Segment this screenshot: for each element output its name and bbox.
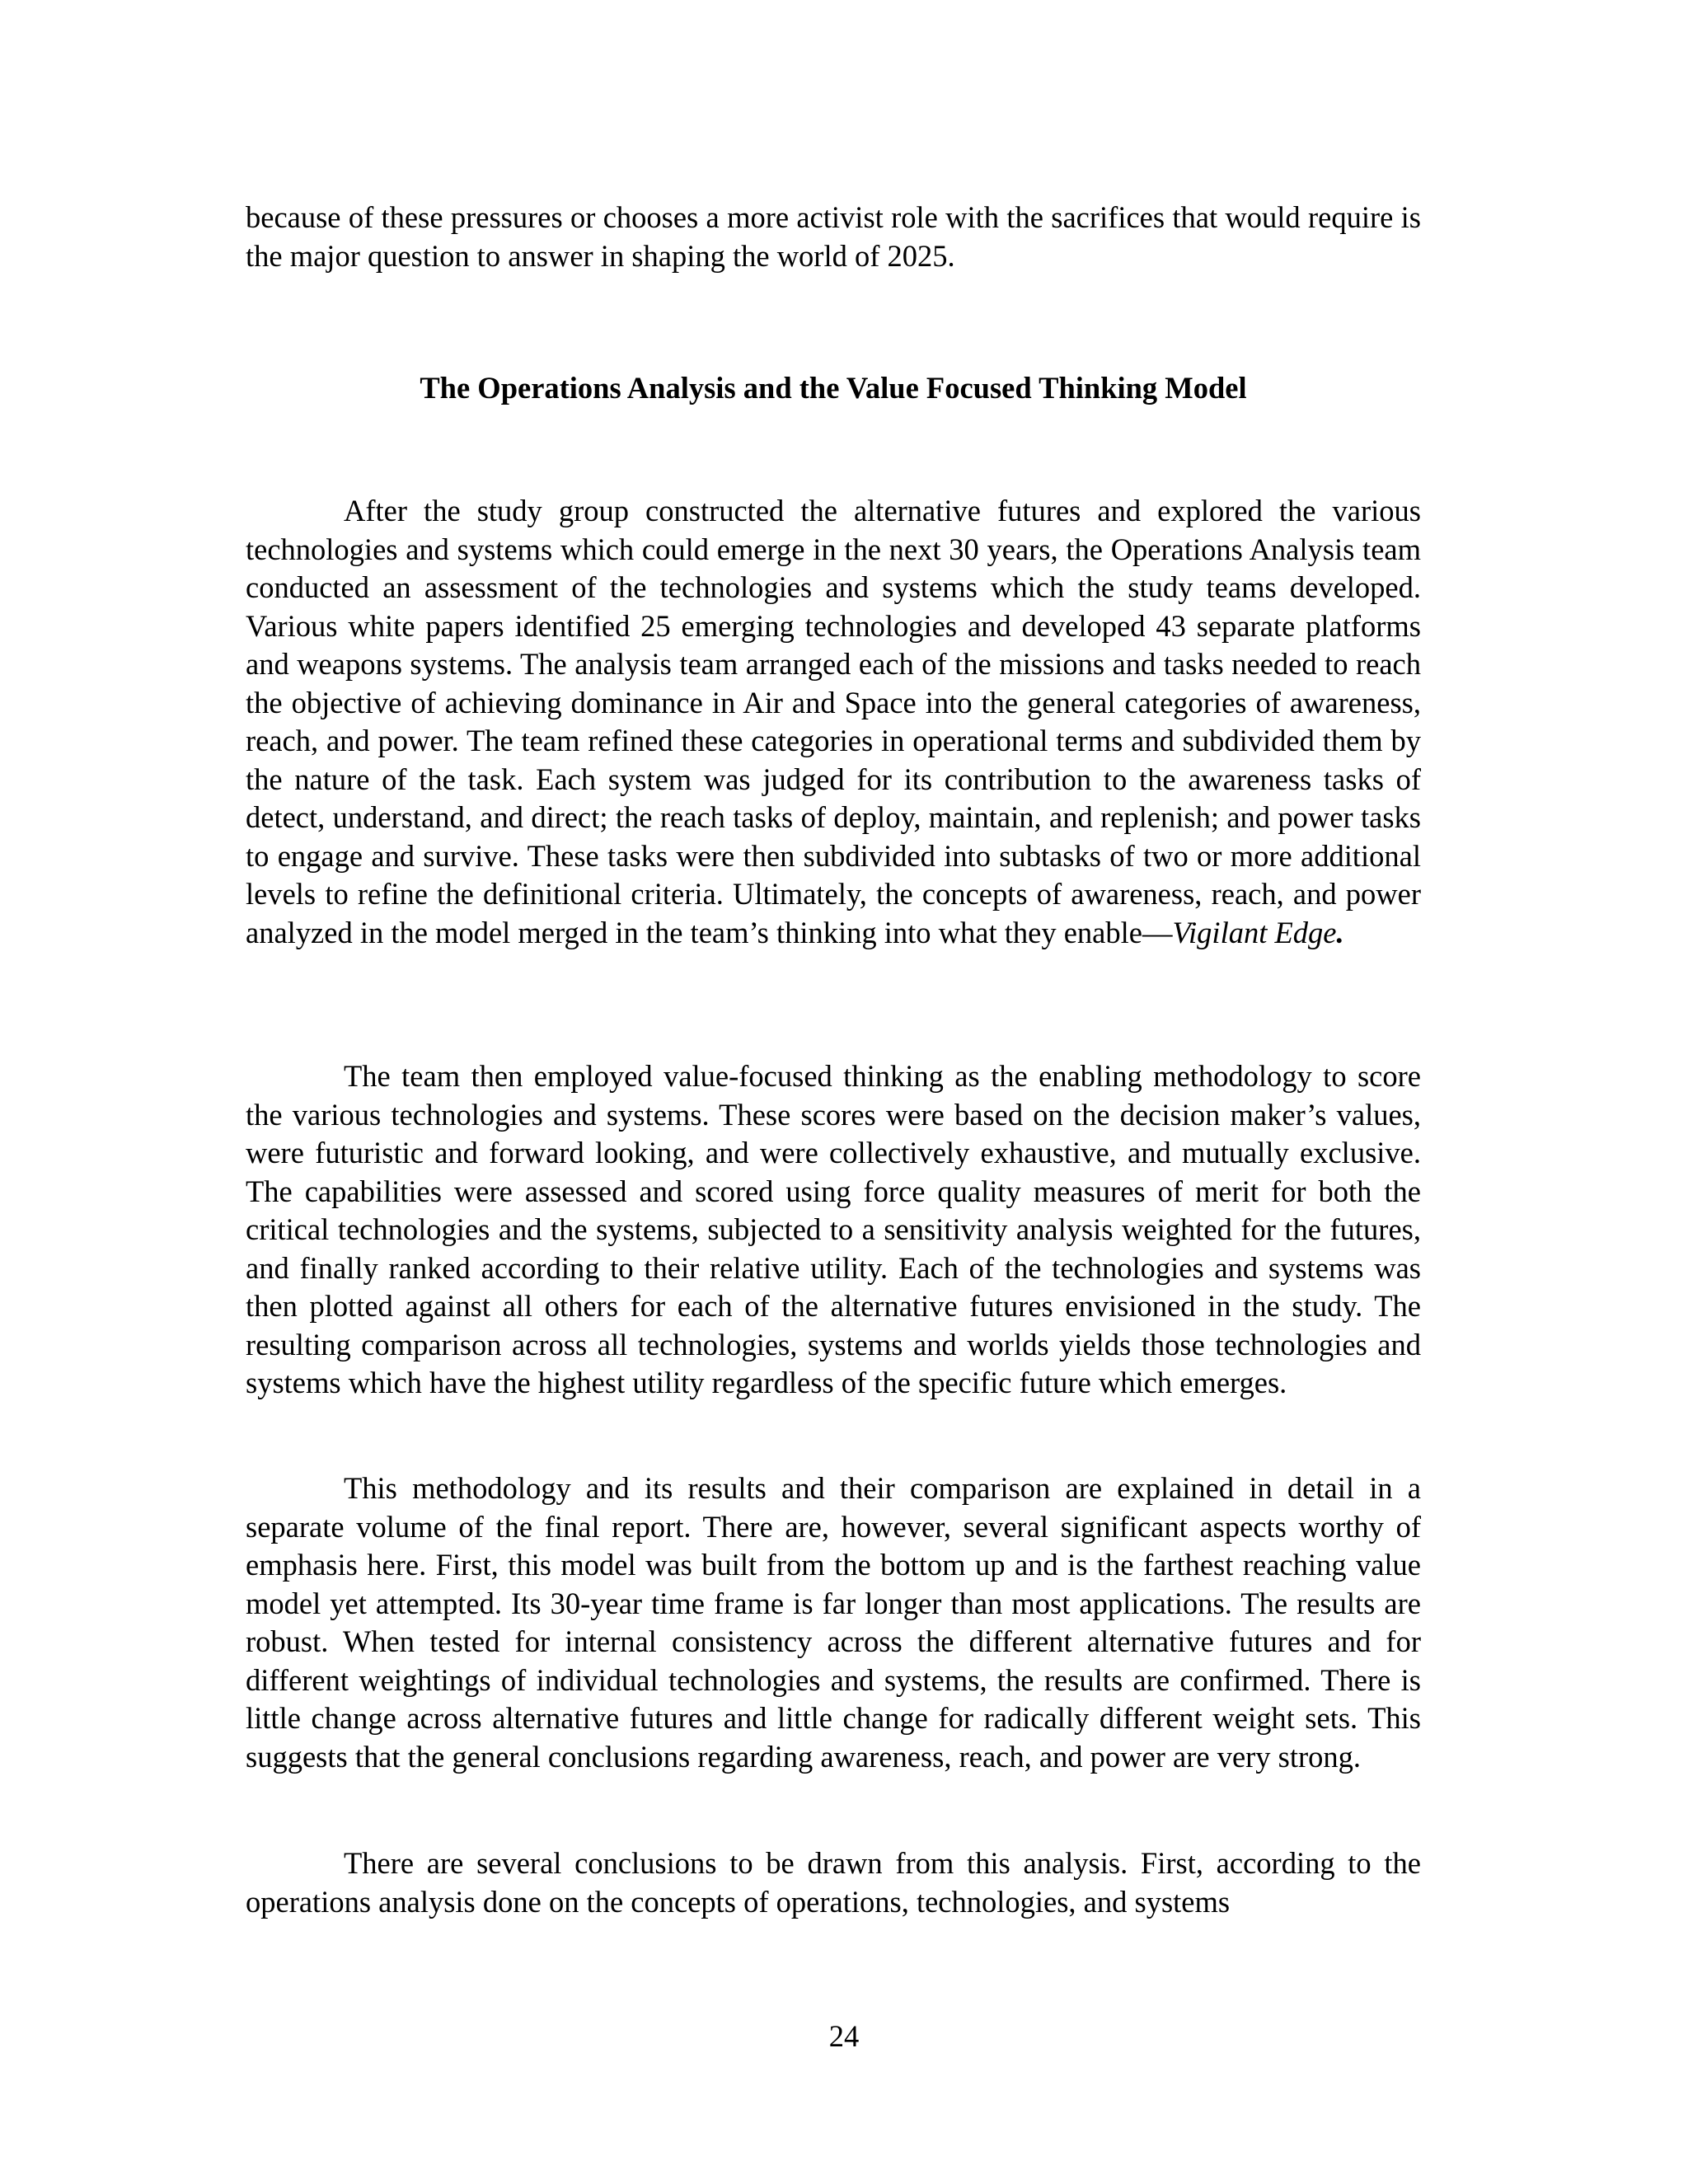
paragraph-1-end: . bbox=[1336, 915, 1344, 949]
paragraph-4: There are several conclusions to be drawn from this analysis. First, according to the operations analysis done on the concepts of operations, technologies, and systems bbox=[246, 1846, 1421, 1919]
paragraph-1-emphasis: Vigilant Edge bbox=[1172, 915, 1337, 949]
paragraph-2: The team then employed value-focused thinking as the enabling methodology to score the various technologies and systems. These scores were based on the decision maker’s values, were futuristic and forward looking, and were collectively exhaustive, and mutually exclusive. The capabilities were assessed and scored using force quality measures of merit for both the critical technologies and the systems, subjected to a sensitivity analysis weighted for the futures, and finally ranked according to their relative utility. Each of the technologies and systems was then plotted against all others for each of the alternative futures envisioned in the study. The resulting comparison across all technologies, systems and worlds yields those technologies and systems which have the highest utility regardless of the specific future which emerges. bbox=[246, 1059, 1421, 1399]
paragraph-3: This methodology and its results and their comparison are explained in detail in a separate volume of the final report. There are, however, several significant aspects worthy of emphasis here. First, this model was built from the bottom up and is the farthest reaching value model yet attempted. Its 30-year time frame is far longer than most applications. The results are robust. When tested for internal consistency across the different alternative futures and for different weightings of individual technologies and systems, the results are confirmed. There is little change across alternative futures and little change for radically different weight sets. This suggests that the general conclusions regarding awareness, reach, and power are very strong. bbox=[246, 1471, 1421, 1774]
page-number: 24 bbox=[828, 2019, 860, 2053]
carryover-paragraph: because of these pressures or chooses a more activist role with the sacrifices that would require is the major question to answer in shaping the world of 2025. bbox=[246, 200, 1421, 273]
section-heading: The Operations Analysis and the Value Focused Thinking Model bbox=[420, 371, 1247, 405]
paragraph-1 bbox=[246, 492, 1421, 952]
paragraph-1-main-text: After the study group constructed the alternative futures and explored the various technologies and systems which could emerge in the next 30 years, the Operations Analysis team conducted an assessment of the technologies and systems which the study teams developed. Various white papers identified 25 emerging technologies and developed 43 separate platforms and weapons systems. The analysis team arranged each of the missions and tasks needed to reach the objective of achieving dominance in Air and Space into the general categories of awareness, reach, and power. The team refined these categories in operational terms and subdivided them by the nature of the task. Each system was judged for its contribution to the awareness tasks of detect, understand, and direct; the reach tasks of deploy, maintain, and replenish; and power tasks to engage and survive. These tasks were then subdivided into subtasks of two or more additional levels to refine the definitional criteria. Ultimately, the concepts of awareness, reach, and power analyzed in the model merged in the team’s thinking into what they enable— bbox=[246, 494, 1421, 949]
